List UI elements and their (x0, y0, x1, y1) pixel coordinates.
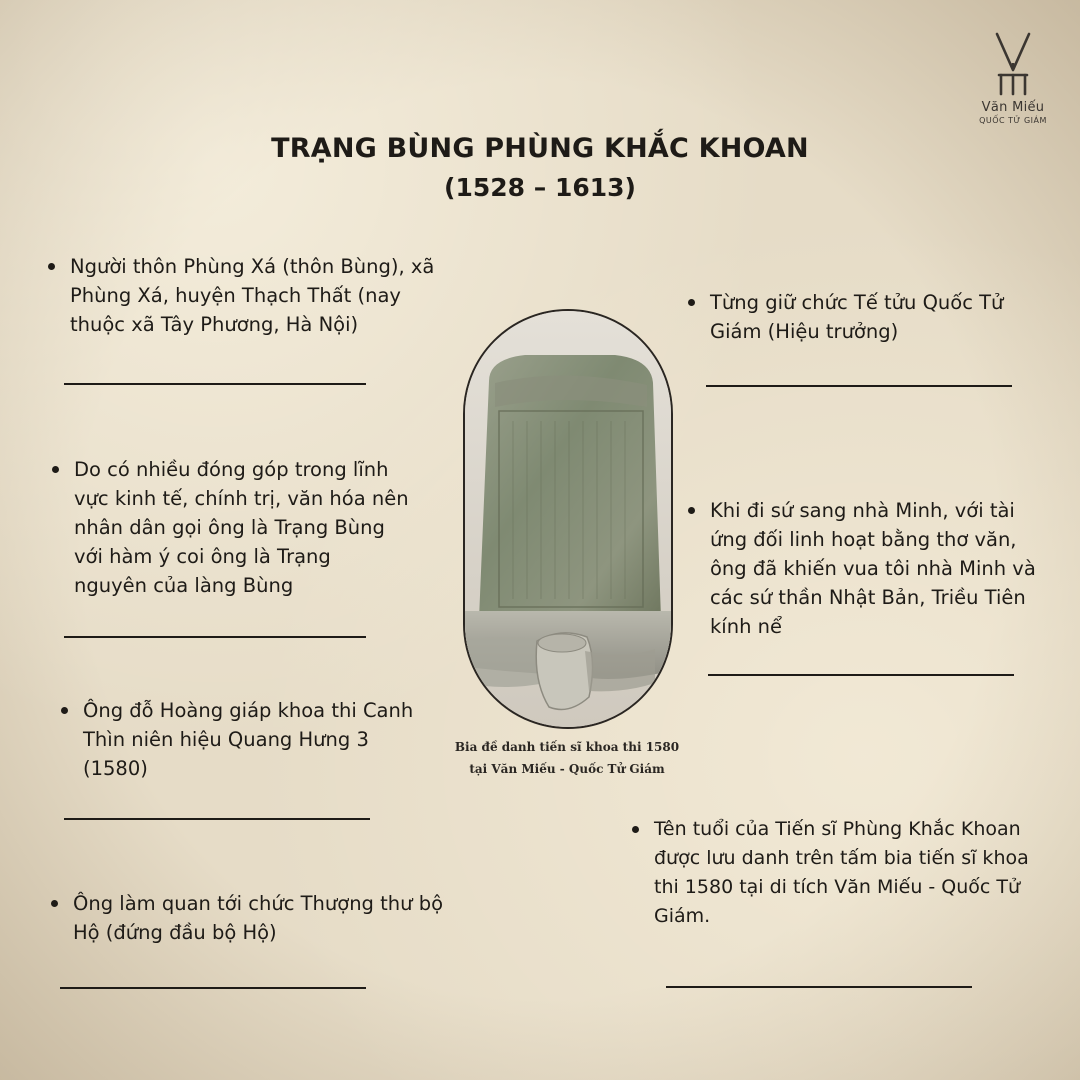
page-title: TRẠNG BÙNG PHÙNG KHẮC KHOAN (271, 133, 809, 164)
fact-line: Thìn niên hiệu Quang Hưng 3 (83, 728, 369, 751)
stele-illustration (465, 311, 671, 727)
bullet-icon (632, 826, 639, 833)
fact-line: ứng đối linh hoạt bằng thơ văn, (710, 528, 1017, 551)
bullet-icon (51, 900, 58, 907)
fact-envoy (688, 496, 1036, 641)
fact-line: Hộ (đứng đầu bộ Hộ) (73, 921, 277, 944)
bullet-icon (61, 707, 68, 714)
fact-line: Khi đi sứ sang nhà Minh, với tài (710, 499, 1015, 522)
fact-line: thi 1580 tại di tích Văn Miếu - Quốc Tử (654, 876, 1021, 898)
fact-exam (61, 696, 413, 783)
bullet-icon (688, 299, 695, 306)
van-mieu-emblem-icon (991, 30, 1035, 98)
bullet-icon (52, 466, 59, 473)
logo-name: Văn Miếu (981, 100, 1045, 115)
fact-line: các sứ thần Nhật Bản, Triều Tiên (710, 586, 1026, 609)
fact-birthplace (48, 252, 434, 339)
divider (708, 674, 1014, 676)
logo-subtitle: QUỐC TỬ GIÁM (979, 116, 1047, 125)
divider (706, 385, 1012, 387)
divider (64, 818, 370, 820)
divider (60, 987, 366, 989)
fact-office (51, 889, 443, 947)
fact-line: Tên tuổi của Tiến sĩ Phùng Khắc Khoan (654, 818, 1021, 840)
fact-line: kính nể (710, 615, 782, 638)
fact-line: được lưu danh trên tấm bia tiến sĩ khoa (654, 847, 1029, 869)
fact-line: Giám. (654, 905, 711, 927)
fact-line: Do có nhiều đóng góp trong lĩnh (74, 458, 389, 481)
bullet-icon (688, 507, 695, 514)
fact-rector (688, 288, 1003, 346)
fact-line: Từng giữ chức Tế tửu Quốc Tử (710, 291, 1004, 314)
fact-line: Ông làm quan tới chức Thượng thư bộ (73, 892, 444, 915)
bullet-icon (48, 263, 55, 270)
fact-line: ông đã khiến vua tôi nhà Minh và (710, 557, 1036, 580)
fact-line: Giám (Hiệu trưởng) (710, 320, 899, 343)
divider (64, 383, 366, 385)
stele-photo (463, 309, 673, 729)
fact-line: Ông đỗ Hoàng giáp khoa thi Canh (83, 699, 414, 722)
fact-line: Phùng Xá, huyện Thạch Thất (nay (70, 284, 401, 307)
fact-line: nhân dân gọi ông là Trạng Bùng (74, 516, 385, 539)
image-caption-line1: Bia đề danh tiến sĩ khoa thi 1580 (454, 740, 680, 754)
image-caption-line2: tại Văn Miếu - Quốc Tử Giám (469, 762, 665, 776)
fact-line: thuộc xã Tây Phương, Hà Nội) (70, 313, 359, 336)
fact-line: với hàm ý coi ông là Trạng (74, 545, 331, 568)
fact-line: nguyên của làng Bùng (74, 574, 294, 597)
page-title-years: (1528 – 1613) (444, 173, 636, 202)
divider (64, 636, 366, 638)
van-mieu-logo (968, 30, 1058, 125)
fact-line: Người thôn Phùng Xá (thôn Bùng), xã (70, 255, 435, 278)
divider (666, 986, 972, 988)
fact-line: vực kinh tế, chính trị, văn hóa nên (74, 487, 409, 510)
fact-trang-bung (52, 455, 409, 600)
fact-line: (1580) (83, 757, 148, 780)
fact-stele (632, 815, 1029, 931)
